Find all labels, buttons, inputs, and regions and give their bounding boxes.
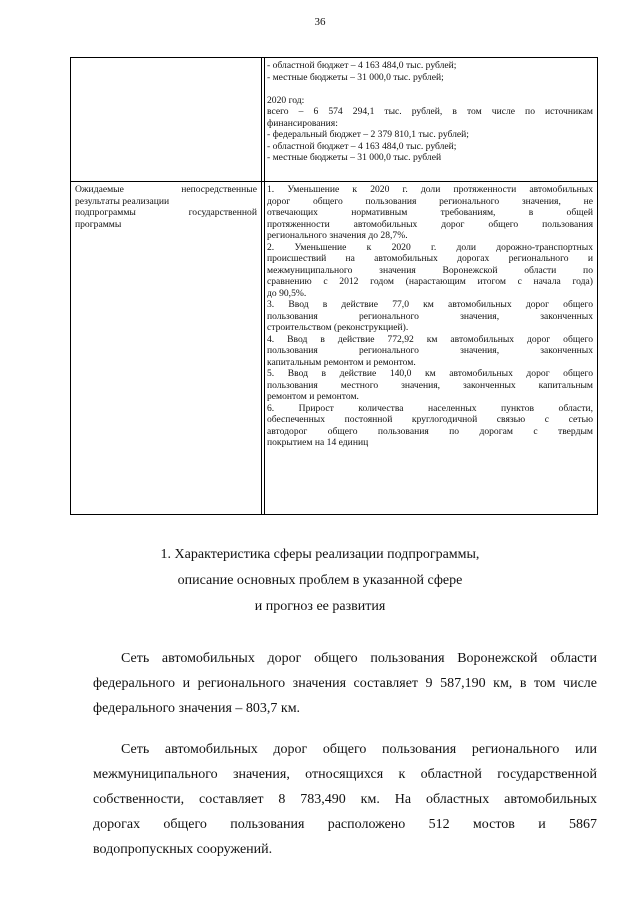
section-title-line: описание основных проблем в указанной сфере xyxy=(177,573,463,588)
paragraph-line: собственности, составляет 8 783,490 км. На областных автомобильных xyxy=(93,792,597,807)
result-line: 6. Прирост количества населенных пунктов области, xyxy=(267,402,593,414)
results-label: подпрограммы государственной xyxy=(75,207,257,218)
results-content-cell xyxy=(267,184,593,449)
result-line: до 90,5%. xyxy=(267,287,307,299)
paragraph-line: Сеть автомобильных дорог общего пользования Воронежской области xyxy=(121,651,597,666)
paragraph-line: Сеть автомобильных дорог общего пользования регионального или xyxy=(121,742,597,757)
result-line: 2. Уменьшение к 2020 г. доли дорожно-транспортных xyxy=(267,241,593,253)
paragraph-line: федерального и регионального значения составляет 9 587,190 км, в том числе xyxy=(93,676,597,691)
result-line: покрытием на 14 единиц xyxy=(267,437,369,448)
financing-total-cont: финансирования: xyxy=(267,117,338,129)
result-line: пользования регионального значения, законченных xyxy=(267,345,593,356)
result-line: обеспеченных постоянной круглогодичной связью с сетью xyxy=(267,414,593,425)
financing-line: - местные бюджеты – 31 000,0 тыс. рублей; xyxy=(267,71,444,83)
result-line: ремонтом и ремонтом. xyxy=(267,391,359,402)
result-line: межмуниципального значения Воронежской области по xyxy=(267,264,593,276)
paragraph-line: водопропускных сооружений. xyxy=(93,842,273,857)
paragraph-line: дорогах общего пользования расположено 512 мостов и 5867 xyxy=(93,817,597,832)
paragraph-line: межмуниципального значения, относящихся к областной государственной xyxy=(93,767,597,782)
result-line: 1. Уменьшение к 2020 г. доли протяженности автомобильных xyxy=(267,184,593,195)
financing-year: 2020 год: xyxy=(267,94,305,106)
financing-line: - областной бюджет – 4 163 484,0 тыс. рублей; xyxy=(267,140,457,152)
financing-line: - федеральный бюджет – 2 379 810,1 тыс. рублей; xyxy=(267,129,469,140)
paragraph xyxy=(93,737,597,862)
result-line: 3. Ввод в действие 77,0 км автомобильных дорог общего xyxy=(267,299,593,310)
result-item xyxy=(267,403,593,449)
page-number: 36 xyxy=(314,16,326,28)
results-label-cell xyxy=(75,184,257,230)
table-row-divider xyxy=(71,181,597,182)
financing-line: - областной бюджет – 4 163 484,0 тыс. рублей; xyxy=(267,60,457,71)
result-line: строительством (реконструкцией). xyxy=(267,322,409,333)
result-line: автодорог общего пользования по дорогам с твердым xyxy=(267,425,593,437)
section-title xyxy=(0,542,640,620)
result-line: пользования регионального значения, законченных xyxy=(267,310,593,322)
result-line: отвечающих нормативным требованиям, в общей xyxy=(267,207,593,218)
result-line: регионального значения до 28,7%. xyxy=(267,230,408,241)
result-line: пользования местного значения, законченных капитальным xyxy=(267,379,593,391)
result-item xyxy=(267,368,593,403)
result-item xyxy=(267,242,593,300)
results-label: программы xyxy=(75,218,122,230)
table-column-divider-double xyxy=(264,58,265,514)
financing-cell xyxy=(267,60,593,164)
result-item xyxy=(267,184,593,242)
result-line: сравнению с 2012 годом (нарастающим итогом с начала года) xyxy=(267,276,593,287)
info-table xyxy=(70,57,598,515)
results-label: Ожидаемые непосредственные xyxy=(75,184,257,195)
result-item xyxy=(267,334,593,369)
section-title-line: 1. Характеристика сферы реализации подпрограммы, xyxy=(160,547,480,562)
financing-line: - местные бюджеты – 31 000,0 тыс. рублей xyxy=(267,152,442,163)
result-line: происшествий на автомобильных дорогах регионального и xyxy=(267,253,593,264)
result-line: 4. Ввод в действие 772,92 км автомобильных дорог общего xyxy=(267,333,593,345)
paragraph-line: федерального значения – 803,7 км. xyxy=(93,701,301,716)
result-line: протяженности автомобильных дорог общего пользования xyxy=(267,218,593,230)
result-line: 5. Ввод в действие 140,0 км автомобильных дорог общего xyxy=(267,368,593,379)
section-title-line: и прогноз ее развития xyxy=(254,599,386,614)
result-item xyxy=(267,299,593,334)
financing-total: всего – 6 574 294,1 тыс. рублей, в том числе по источникам xyxy=(267,106,593,117)
table-column-divider xyxy=(261,58,262,514)
result-line: капитальным ремонтом и ремонтом. xyxy=(267,356,416,368)
results-label: результаты реализации xyxy=(75,195,170,207)
result-line: дорог общего пользования регионального значения, не xyxy=(267,195,593,207)
paragraph xyxy=(93,646,597,721)
